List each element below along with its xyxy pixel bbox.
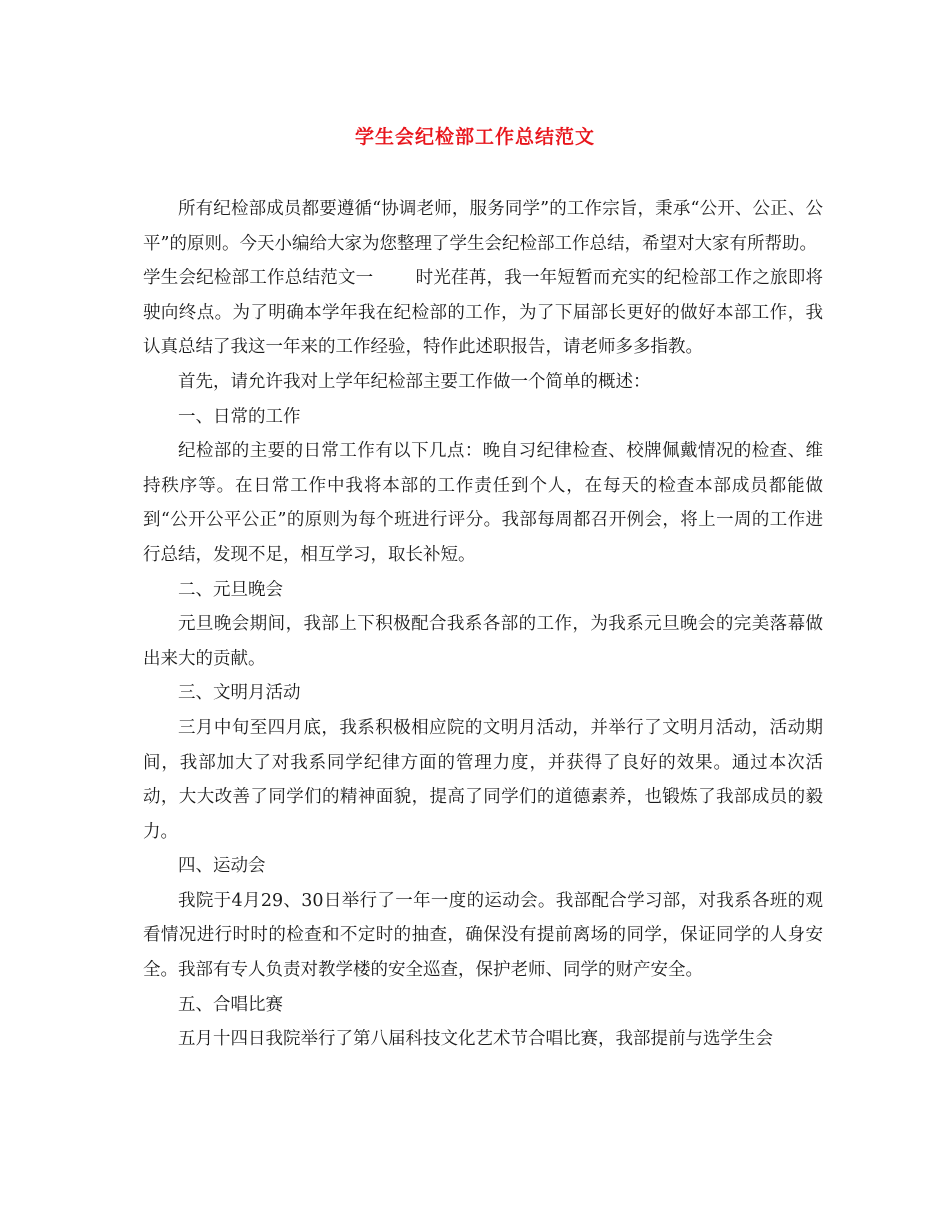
paragraph-text: 元旦晚会期间，我部上下积极配合我系各部的工作，为我系元旦晚会的完美落幕做出来大的贡献。 <box>143 614 823 669</box>
paragraph <box>143 400 823 435</box>
document-title: 学生会纪检部工作总结范文 <box>354 126 595 148</box>
paragraph <box>143 573 823 608</box>
paragraph <box>143 261 823 365</box>
paragraph-text: 纪检部的主要的日常工作有以下几点：晚自习纪律检查、校牌佩戴情况的检查、维持秩序等。在日常工作中我将本部的工作责任到个人，在每天的检查本部成员都能做到“公开公平公正”的原则为每个班进行评分。我部每周都召开例会，将上一周的工作进行总结，发现不足，相互学习，取长补短。 <box>143 441 823 565</box>
paragraph <box>143 365 823 400</box>
paragraph-text: 五月十四日我院举行了第八届科技文化艺术节合唱比赛，我部提前与选学生会 <box>178 1029 773 1050</box>
paragraph-text: 首先，请允许我对上学年纪检部主要工作做一个简单的概述： <box>178 371 651 392</box>
paragraph-text: 二、元旦晚会 <box>178 579 283 600</box>
paragraph-text: 我院于4月29、30日举行了一年一度的运动会。我部配合学习部，对我系各班的观看情况进行时时的检查和不定时的抽查，确保没有提前离场的同学，保证同学的人身安全。我部有专人负责对教学楼的安全巡查，保护老师、同学的财产安全。 <box>143 890 823 981</box>
paragraph <box>143 434 823 572</box>
paragraph <box>143 849 823 884</box>
paragraph-text: 五、合唱比赛 <box>178 994 283 1015</box>
paragraph <box>143 676 823 711</box>
paragraph <box>143 988 823 1023</box>
paragraph-text: 所有纪检部成员都要遵循“协调老师，服务同学”的工作宗旨，秉承“公开、公正、公平”的原则。今天小编给大家为您整理了学生会纪检部工作总结，希望对大家有所帮助。 <box>143 199 823 254</box>
paragraph-text: 三月中旬至四月底，我系积极相应院的文明月活动，并举行了文明月活动，活动期间，我部加大了对我系同学纪律方面的管理力度，并获得了良好的效果。通过本次活动，大大改善了同学们的精神面貌，提高了同学们的道德素养，也锻炼了我部成员的毅力。 <box>143 717 823 842</box>
section-lead: 学生会纪检部工作总结范文一 <box>143 268 374 289</box>
paragraph-text: 四、运动会 <box>178 856 266 877</box>
paragraph <box>143 607 823 676</box>
paragraph <box>143 884 823 988</box>
paragraph-text: 时光荏苒，我一年短暂而充实的纪检部工作之旅即将驶向终点。为了明确本学年我在纪检部的工作，为了下届部长更好的做好本部工作，我认真总结了我这一年来的工作经验，特作此述职报告，请老师多多指教。 <box>143 268 824 358</box>
paragraph-text: 三、文明月活动 <box>178 683 301 704</box>
paragraph-text: 一、日常的工作 <box>178 406 301 427</box>
paragraph <box>143 1022 823 1057</box>
paragraph <box>143 192 823 261</box>
paragraph <box>143 711 823 849</box>
document-body <box>143 192 823 1057</box>
